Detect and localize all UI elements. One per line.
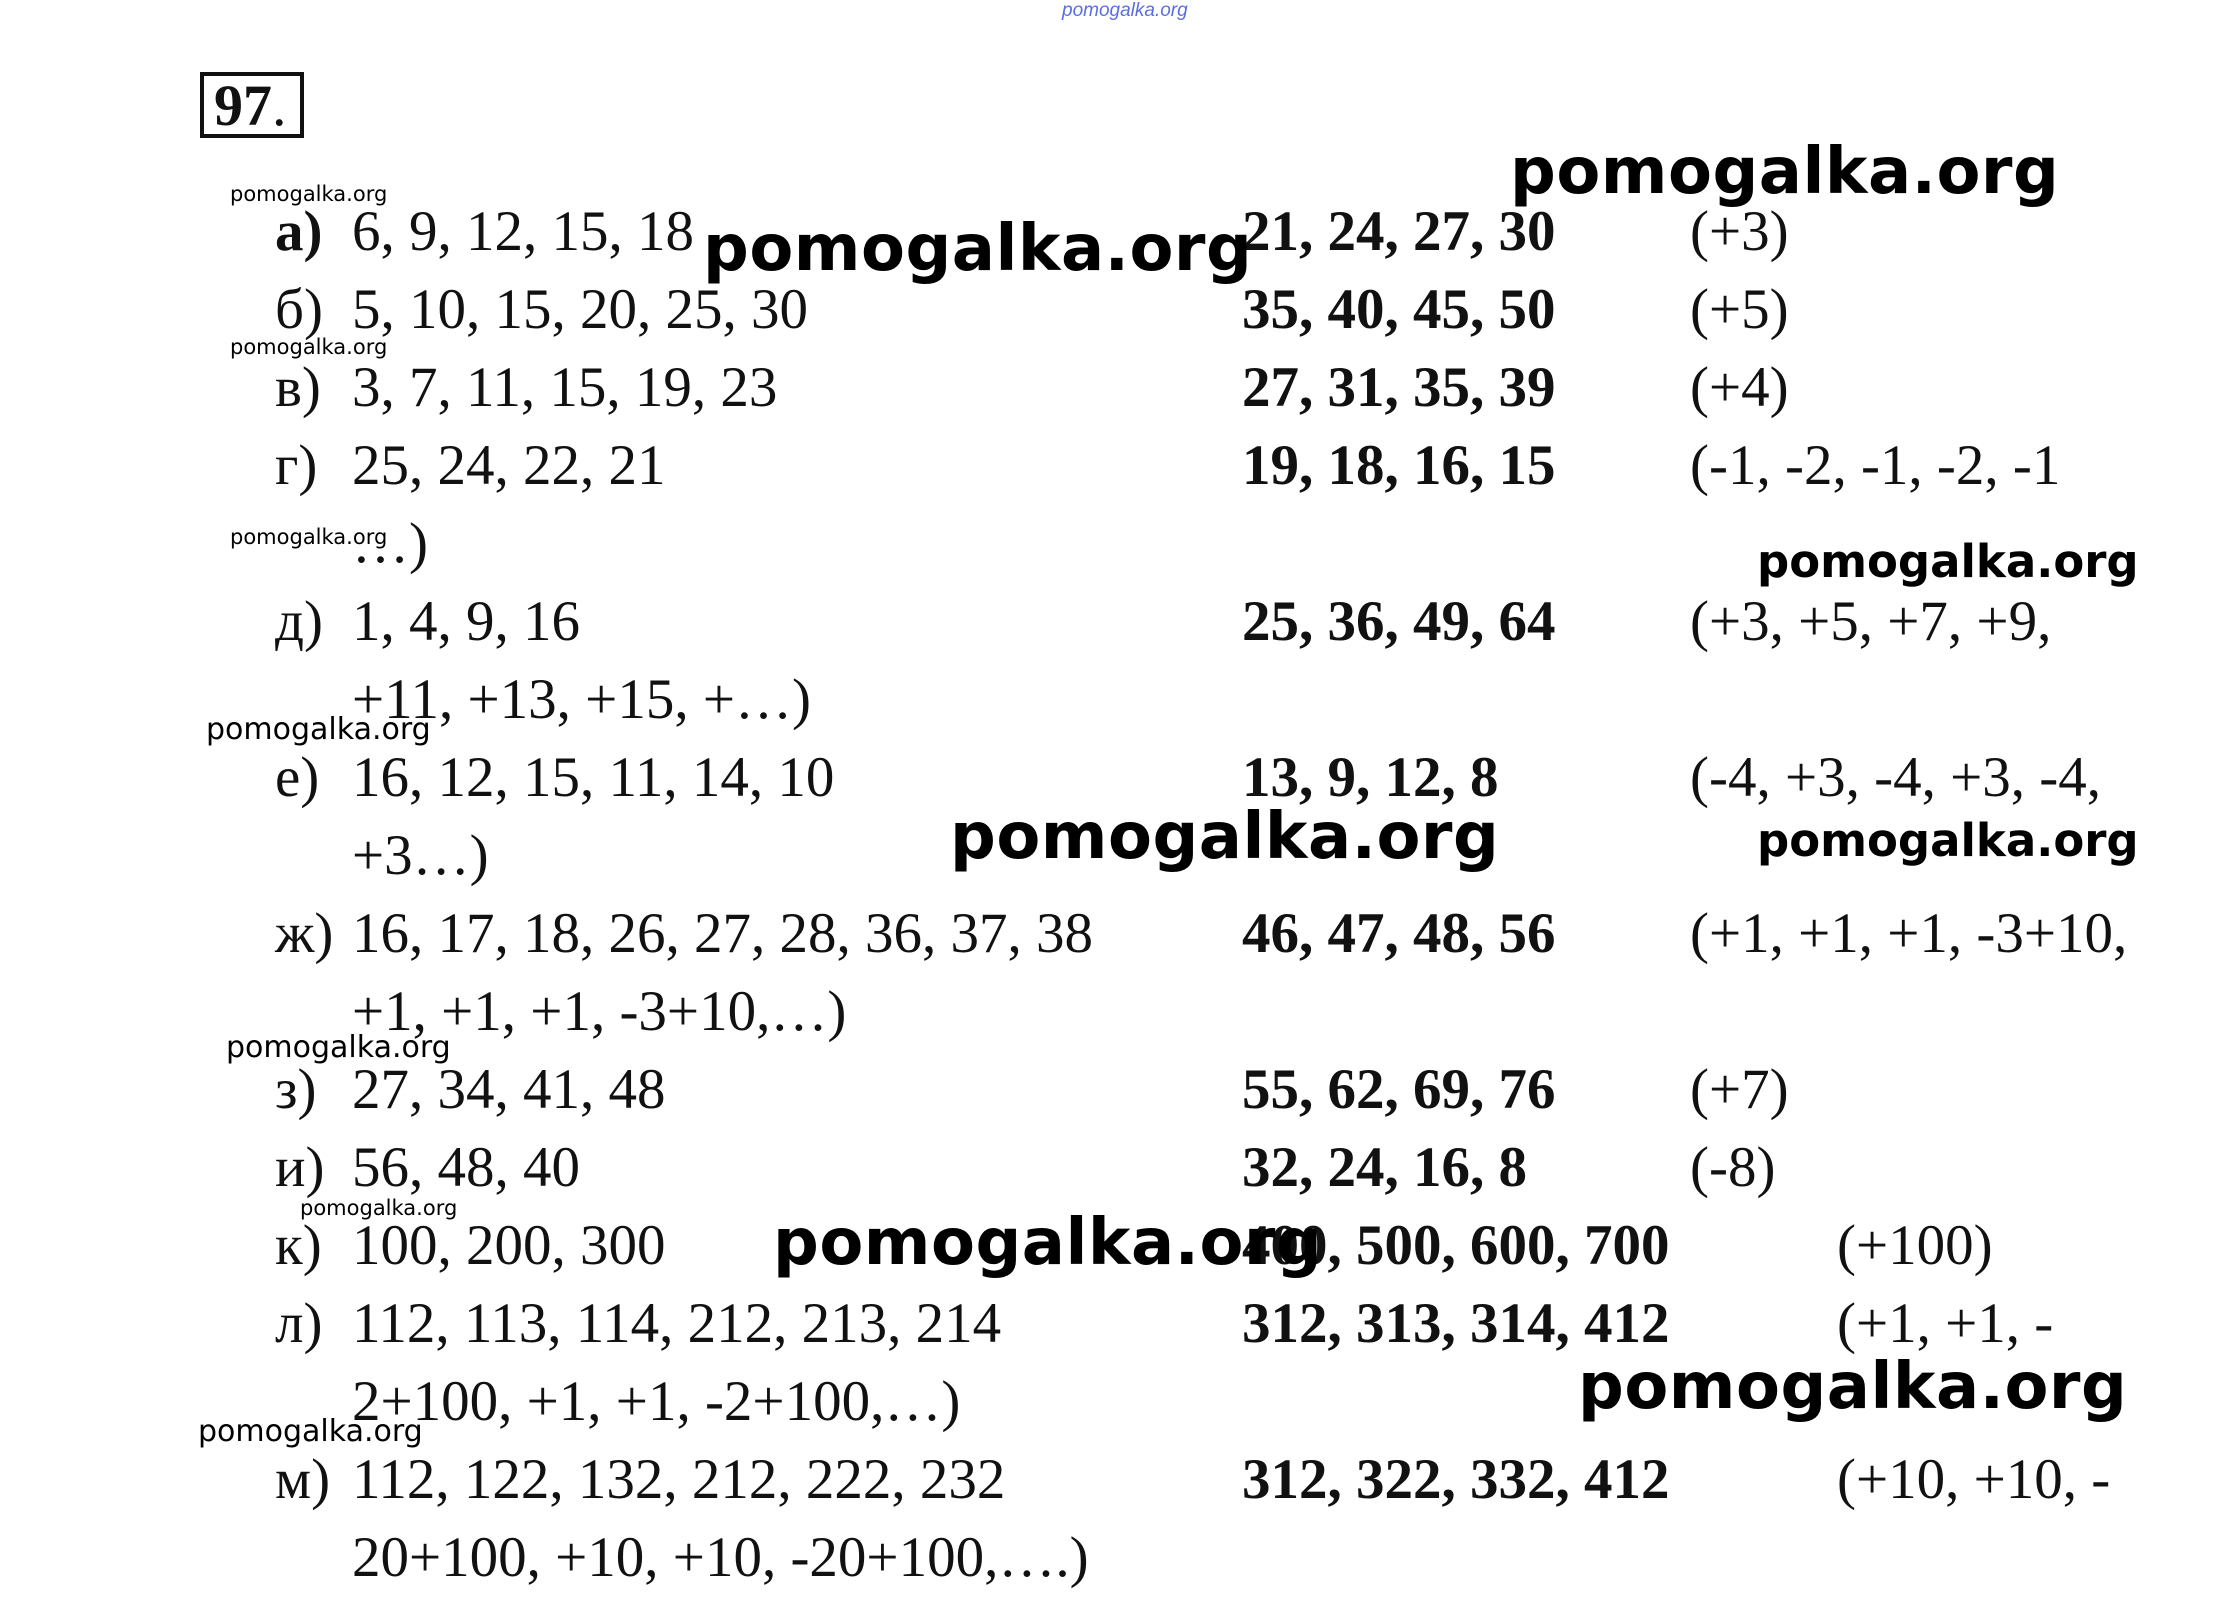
watermark: pomogalka.org [300, 1196, 458, 1220]
row-label: ж) [275, 902, 334, 965]
watermark: pomogalka.org [1757, 814, 2139, 867]
watermark: pomogalka.org [226, 1030, 451, 1065]
row-sequence: 100, 200, 300 [352, 1214, 666, 1277]
row-label: а) [275, 200, 323, 263]
row-answer: 19, 18, 16, 15 [1242, 434, 1556, 497]
row-sequence: 1, 4, 9, 16 [352, 590, 580, 653]
task-number-box [200, 72, 304, 138]
top-watermark: pomogalka.org [1062, 0, 1188, 21]
watermark: pomogalka.org [230, 182, 388, 206]
row-sequence: 112, 122, 132, 212, 222, 232 [352, 1448, 1006, 1511]
row-label: к) [275, 1214, 322, 1277]
row-continuation: +1, +1, +1, -3+10,…) [352, 980, 847, 1043]
row-sequence: 27, 34, 41, 48 [352, 1058, 666, 1121]
row-rule: (+3, +5, +7, +9, [1690, 590, 2052, 653]
row-continuation: 20+100, +10, +10, -20+100,….) [352, 1526, 1089, 1589]
row-label: и) [275, 1136, 325, 1199]
row-answer: 400, 500, 600, 700 [1242, 1214, 1670, 1277]
row-continuation: +11, +13, +15, +…) [352, 668, 811, 731]
row-sequence: 16, 12, 15, 11, 14, 10 [352, 746, 835, 809]
row-answer: 55, 62, 69, 76 [1242, 1058, 1556, 1121]
row-rule: (+100) [1837, 1214, 1993, 1277]
watermark: pomogalka.org [230, 335, 388, 359]
watermark: pomogalka.org [773, 1206, 1323, 1280]
watermark: pomogalka.org [198, 1414, 423, 1449]
row-rule: (+10, +10, - [1837, 1448, 2111, 1511]
row-rule: (+1, +1, - [1837, 1292, 2054, 1355]
row-label: в) [275, 356, 321, 419]
task-number: 97 [214, 73, 272, 138]
row-rule: (-8) [1690, 1136, 1776, 1199]
row-continuation: +3…) [352, 824, 489, 887]
row-sequence: 6, 9, 12, 15, 18 [352, 200, 694, 263]
row-answer: 25, 36, 49, 64 [1242, 590, 1556, 653]
row-sequence: 56, 48, 40 [352, 1136, 580, 1199]
row-sequence: 16, 17, 18, 26, 27, 28, 36, 37, 38 [352, 902, 1093, 965]
row-rule: (+5) [1690, 278, 1789, 341]
row-rule: (-4, +3, -4, +3, -4, [1690, 746, 2101, 809]
row-answer: 27, 31, 35, 39 [1242, 356, 1556, 419]
row-answer: 312, 322, 332, 412 [1242, 1448, 1670, 1511]
watermark: pomogalka.org [1578, 1350, 2128, 1424]
row-label: з) [275, 1058, 317, 1121]
row-sequence: 112, 113, 114, 212, 213, 214 [352, 1292, 1002, 1355]
watermark: pomogalka.org [206, 712, 431, 747]
row-rule: (+3) [1690, 200, 1789, 263]
row-label: м) [275, 1448, 331, 1511]
row-answer: 46, 47, 48, 56 [1242, 902, 1556, 965]
watermark: pomogalka.org [1757, 535, 2139, 588]
row-answer: 32, 24, 16, 8 [1242, 1136, 1527, 1199]
row-answer: 312, 313, 314, 412 [1242, 1292, 1670, 1355]
row-label: е) [275, 746, 320, 809]
row-answer: 35, 40, 45, 50 [1242, 278, 1556, 341]
row-rule: (+4) [1690, 356, 1789, 419]
row-rule: (+7) [1690, 1058, 1789, 1121]
watermark: pomogalka.org [230, 525, 388, 549]
row-rule: (-1, -2, -1, -2, -1 [1690, 434, 2061, 497]
watermark: pomogalka.org [703, 212, 1253, 286]
row-rule: (+1, +1, +1, -3+10, [1690, 902, 2128, 965]
row-sequence: 5, 10, 15, 20, 25, 30 [352, 278, 808, 341]
row-label: л) [275, 1292, 323, 1355]
row-continuation: …) [352, 512, 428, 575]
row-answer: 21, 24, 27, 30 [1242, 200, 1556, 263]
row-sequence: 25, 24, 22, 21 [352, 434, 666, 497]
row-answer: 13, 9, 12, 8 [1242, 746, 1499, 809]
watermark: pomogalka.org [1510, 135, 2060, 209]
row-label: г) [275, 434, 318, 497]
row-sequence: 3, 7, 11, 15, 19, 23 [352, 356, 778, 419]
row-continuation: 2+100, +1, +1, -2+100,…) [352, 1370, 961, 1433]
watermark: pomogalka.org [950, 800, 1500, 874]
row-label: д) [275, 590, 323, 653]
row-label: б) [275, 278, 323, 341]
task-number-dot: . [272, 73, 287, 138]
